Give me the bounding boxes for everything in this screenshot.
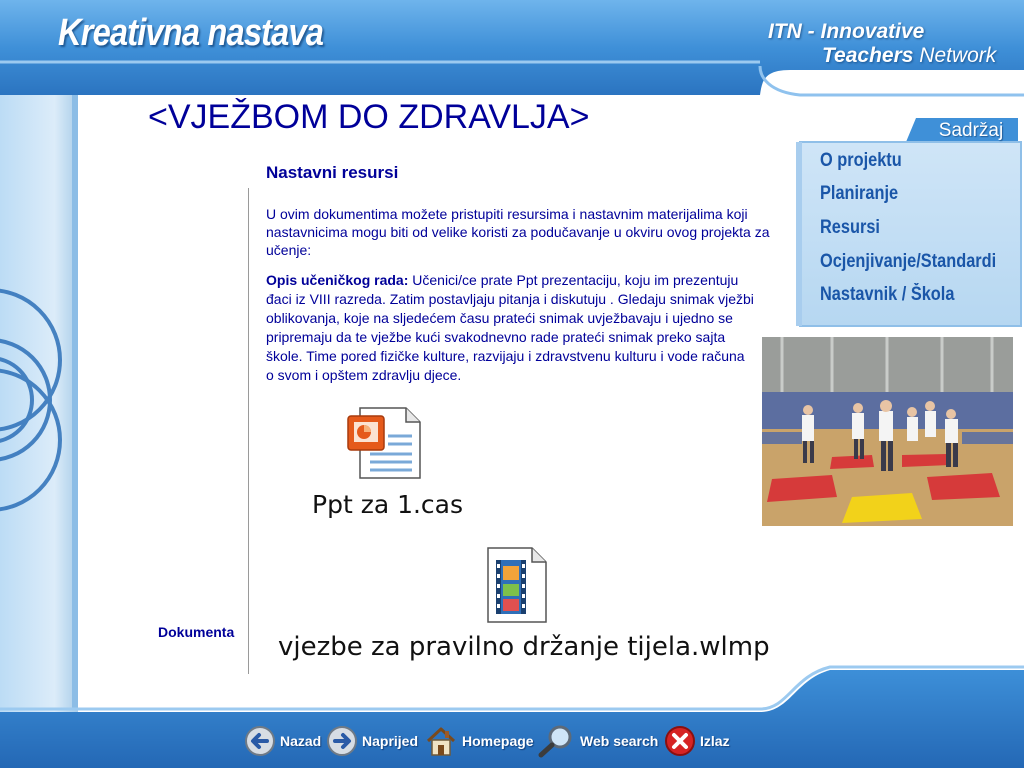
section-heading: Nastavni resursi (266, 163, 399, 182)
network-name-line1: ITN - Innovative (768, 20, 925, 43)
network-name-line2: Teachers Network (822, 44, 997, 67)
toc-tab: Sadržaj (938, 120, 1004, 141)
description-paragraph (266, 271, 756, 385)
toc-item-ocjenjivanje[interactable]: Ocjenjivanje/Standardi (820, 251, 997, 272)
nav-search-label: Web search (580, 733, 659, 749)
magnifier-icon (538, 724, 576, 758)
nav-exit-button[interactable] (664, 722, 730, 760)
description-text: Učenici/ce prate Ppt prezentaciju, koju im prezentuju đaci iz VIII razreda. Zatim postavljaju pitanja i diskutuju . Gledaju snimak vježbi oblikovanja, koje na sljedećem času prateći snimak uvježbavaju i ujedno se pripremaju da te vježbe kući svakodnevno rade prateći snimak preko sajta škole. Time pored fizičke kulture, razvijaju i zdravstvenu kulturu i vode računa o svom i opštem zdravlju djece. (266, 272, 754, 383)
arrow-left-icon (244, 725, 276, 757)
nav-forward-label: Naprijed (362, 733, 419, 749)
toc-item-resursi[interactable]: Resursi (820, 217, 880, 238)
arrow-right-icon (326, 725, 358, 757)
description-label: Opis učeničkog rada: (266, 272, 409, 288)
nav-search-button[interactable] (538, 722, 658, 760)
documents-side-label: Dokumenta (158, 624, 235, 640)
file-label-ppt[interactable]: Ppt za 1.cas (312, 490, 464, 519)
app-title: Kreativna nastava (58, 12, 324, 54)
slide-title: <VJEŽBOM DO ZDRAVLJA> (148, 98, 590, 136)
home-icon (424, 724, 458, 758)
intro-paragraph: U ovim dokumentima možete pristupiti resursima i nastavnim materijalima koji nastavnicima mogu biti od velike koristi za podučavanje u okviru ovog projekta za učenje: (266, 206, 770, 258)
toc-item-planiranje[interactable]: Planiranje (820, 183, 899, 204)
nav-exit-label: Izlaz (700, 733, 730, 749)
nav-back-button[interactable] (244, 722, 321, 760)
close-icon (664, 725, 696, 757)
nav-forward-button[interactable] (326, 722, 418, 760)
gym-class-photo (762, 337, 1013, 526)
nav-home-button[interactable] (424, 722, 534, 760)
nav-home-label: Homepage (462, 733, 534, 749)
nav-back-label: Nazad (280, 733, 322, 749)
content-divider (248, 188, 249, 674)
toc-item-projekt[interactable]: O projektu (820, 150, 902, 171)
powerpoint-file-icon[interactable] (346, 404, 424, 480)
movie-file-icon[interactable] (484, 546, 550, 626)
toc-item-nastavnik-skola[interactable]: Nastavnik / Škola (820, 284, 955, 305)
file-label-movie[interactable]: vjezbe za pravilno držanje tijela.wlmp (278, 632, 770, 662)
